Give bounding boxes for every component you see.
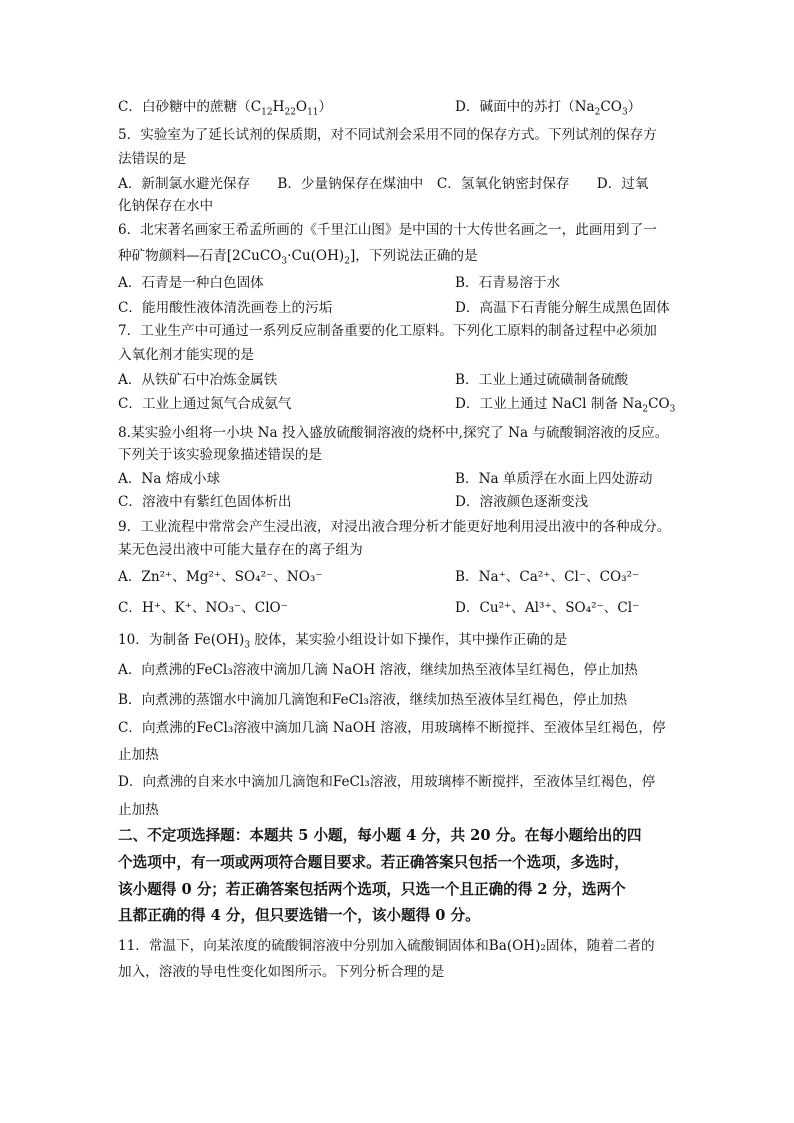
q4-option-c: C．白砂糖中的蔗糖$(C_{12}H_{22}O_{11})$ (118, 99, 333, 118)
q5-options: A．新制氯水避光保存 B．少量钠保存在煤油中 C．氢氧化钠密封保存 D．过氧 (118, 176, 649, 192)
q5-stem: 5．实验室为了延长试剂的保质期，对不同试剂会采用不同的保存方式。下列试剂的保存方 (118, 127, 657, 143)
q10-option-c: C．向煮沸的FeCl₃溶液中滴加几滴 NaOH 溶液，用玻璃棒不断搅拌、至液体呈红褐色，停 (118, 720, 666, 736)
q7-option-d: D．工业上通过 NaCl 制备 $Na_2CO_3$ (455, 396, 676, 415)
q10-option-b: B．向煮沸的蒸馏水中滴加几滴饱和FeCl₃溶液，继续加热至液体呈红褐色，停止加热 (118, 692, 628, 708)
q4-option-d: D．碱面中的苏打$(Na_2CO_3)$ (455, 99, 642, 118)
q9-stem-cont: 某无色浸出液中可能大量存在的离子组为 (118, 542, 363, 558)
q6-option-d: D．高温下石青能分解生成黑色固体 (455, 300, 670, 316)
q6-option-c: C．能用酸性液体清洗画卷上的污垢 (118, 300, 333, 316)
section-2-heading: 二、不定项选择题：本题共 5 小题，每小题 4 分，共 20 分。在每小题给出的四 (118, 827, 642, 844)
q9-option-b: B．Na⁺、Ca²⁺、Cl⁻、CO₃²⁻ (455, 569, 640, 585)
q10-option-d: D．向煮沸的自来水中滴加几滴饱和FeCl₃溶液，用玻璃棒不断搅拌，至液体呈红褐色，停 (118, 774, 656, 790)
q10-option-a: A．向煮沸的FeCl₃溶液中滴加几滴 NaOH 溶液，继续加热至液体呈红褐色，停止加热 (118, 662, 638, 678)
q5-stem-cont: 法错误的是 (118, 151, 186, 167)
q7-stem: 7．工业生产中可通过一系列反应制备重要的化工原料。下列化工原料的制备过程中必须加 (118, 323, 657, 339)
q6-option-a: A．石青是一种白色固体 (118, 275, 264, 291)
q9-option-c: C．H⁺、K⁺、NO₃⁻、ClO⁻ (118, 600, 288, 616)
q7-option-a: A．从铁矿石中冶炼金属铁 (118, 372, 278, 388)
q10-option-c-cont: 止加热 (118, 747, 159, 763)
q7-stem-cont: 入氧化剂才能实现的是 (118, 347, 254, 363)
q8-stem-cont: 下列关于该实验现象描述错误的是 (118, 447, 322, 463)
q10-option-d-cont: 止加热 (118, 802, 159, 818)
q6-stem: 6．北宋著名画家王希孟所画的《千里江山图》是中国的十大传世名画之一，此画用到了一 (118, 222, 657, 238)
q8-stem: 8.某实验小组将一小块 Na 投入盛放硫酸铜溶液的烧杯中,探究了 Na 与硫酸铜溶液的反应。 (118, 425, 669, 441)
q9-option-d: D．Cu²⁺、Al³⁺、SO₄²⁻、Cl⁻ (455, 600, 640, 616)
section-2-instructions-1: 个选项中，有一项或两项符合题目要求。若正确答案只包括一个选项，多选时， (118, 854, 629, 871)
q11-stem: 11．常温下，向某浓度的硫酸铜溶液中分别加入硫酸铜固体和Ba(OH)₂固体，随着二者的 (118, 938, 655, 954)
q5-options-cont: 化钠保存在水中 (118, 198, 214, 214)
q8-option-b: B．Na 单质浮在水面上四处游动 (455, 471, 653, 487)
q11-stem-cont: 加入，溶液的导电性变化如图所示。下列分析合理的是 (118, 964, 445, 980)
q10-stem: 10．为制备 $Fe(OH)_3$ 胶体，某实验小组设计如下操作，其中操作正确的是 (118, 632, 568, 651)
q7-option-c: C．工业上通过氮气合成氨气 (118, 396, 292, 412)
q8-option-a: A．Na 熔成小球 (118, 471, 221, 487)
q6-stem-cont: 种矿物颜料—石青$[2CuCO_3\cdot Cu(OH)_2]$，下列说法正确的是 (118, 248, 478, 267)
q9-stem: 9．工业流程中常常会产生浸出液，对浸出液合理分析才能更好地利用浸出液中的各种成分。 (118, 519, 671, 535)
q7-option-b: B．工业上通过硫磺制备硫酸 (455, 372, 629, 388)
section-2-instructions-3: 且都正确的得 4 分，但只要选错一个，该小题得 0 分。 (118, 907, 480, 924)
q9-option-a: A．Zn²⁺、Mg²⁺、SO₄²⁻、NO₃⁻ (118, 569, 323, 585)
q6-option-b: B．石青易溶于水 (455, 275, 561, 291)
section-2-instructions-2: 该小题得 0 分；若正确答案包括两个选项，只选一个且正确的得 2 分，选两个 (118, 881, 626, 898)
q8-option-d: D．溶液颜色逐渐变浅 (455, 494, 589, 510)
q8-option-c: C．溶液中有紫红色固体析出 (118, 494, 292, 510)
